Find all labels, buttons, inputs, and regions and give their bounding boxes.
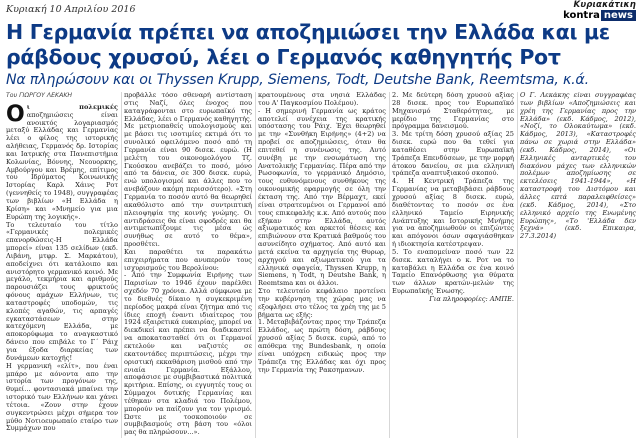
article-subhead: Να πληρώσουν και οι Thyssen Krupp, Siemens, Todt, Deutshe Bank, Reemtsma, κ.ά. xyxy=(6,72,589,88)
paragraph-text: αποζημιώσεις είναι ανοικτός λογαριασμός μεταξύ Ελλάδας και Γερμανίας λέει ο φίλος της ιστορικής αλήθειας, Γερμανός δρ. Ιστορίας και Ιατρικής στα Πανεπιστήμια Κολωνίας, Βόννης, Νεουορκης, Αμβούργου και Βρέμης, επίτιμος του Ιδρύματος Κοινωνικής Ιστορίας Καρλ Χάινς Ροτ (γεννηθείς το 1948), συγγραφέας των βιβλίων «Η Ελλάδα η Κρίση» και «Μνημείο για μια Ευρώπη της λογικής». xyxy=(6,110,118,221)
paragraph: Στο τελευταίο κεφάλαιο προτείνει την κυβέρνηση της χώρας μας να εξοφλήσει στο τέλος τα χρέη της με 5 βήματα ως εξής: xyxy=(258,287,386,319)
author-bio: Ο Γ. Λεκάκης είναι συγγραφέας των βιβλίων «Αποζημιώσεις και χρέη της Γερμανίας προς την Ελλάδα» (εκδ. Κάδμος, 2012), «Νοζί, το Ολοκαύτωμα» (εκδ. Κάδμος, 2013), «Καταστροφές πάνω σε χωριά στην Ελλάδα» (εκδ. Κάδμος, 2014), «Οι Ελληνικές ανταρτικές του διακόνου μάχες των ελληνικών πολέμων αποζημίωσης σε εκτελέσεις 1941-1944», «Η καταστροφή του Διστόμου και άλλες επτά παραλειφθείσες» (εκδ. Κάδμος, 2014), «Στο ελληνικό αρχείο της Ενωμένης Ευρώπης», «Το 'Ελλάδα δεν ξεχνά» (εκδ. Επικαιρα, 27.3.2014) xyxy=(520,92,636,241)
paragraph: Η γερμανική «ελίτ», που έναι μπάρο με αόνοντα απο την ιστορία των προγόνων της, θυμεί... φοντασιακά μπαίνει την ιστορικό των Ελλήνων και χάνει τέτοια. «Ζουν στην έχουν συγκεντρώσει μέχρι σήμερα τον μύθο Νοτιοευρωπαίο εταίρο των Συμμάχων που xyxy=(6,361,118,433)
newspaper-logo xyxy=(516,1,636,21)
logo-top-word: Κυριακάτικη xyxy=(573,0,636,10)
column-divider xyxy=(121,92,122,438)
lead-paragraph xyxy=(6,101,118,222)
paragraph: Με μετριοπαθείς υπολογισμούς και με βάσει τις ισοτιμίες εκτιμά ότι το συνολικό οφειλόμενο ποσό από τη Γερμανία είναι 90 δισεκ. ευρώ. (Η μελέτη του οικονομολόγου Τζ. Γκούσκου ανεβάζει το ποσό, μόνο από τα δάνεια, σε 300 δισεκ. ευρώ, ενώ υπολογισμοί και άλλες που το ανεβάζουν ακόμη περισσότερο). «Στη Γερμανία το ποσόν αυτό θα θεωρηθεί ακαθόλιστο από την συντριπτική πλειοψηφία της κοινής γνώμης. Οι αντιδράσεις θα είναι σφοδρές και θα αντιμετωπίζουμε τις μέσα ώς συνήθως σε αυτό το θέμα», προσθέτει. xyxy=(124,122,252,249)
paragraph: 2. Με δεύτερη δόση χρυσού αξίας 28 δισεκ. προς τον Ευρωπαϊκό Μηχανισμό Σταθερότητας, με μερίδιο της Γερμανίας στο πρόγραμμα δανεισμού. xyxy=(392,92,514,131)
paragraph: προβάλλε τόσο σθεναρή αντίσταση στις Ναζί, όλες ένοχος που καταγράφονται στο ευρωπαϊκό της Ελλάδας, λέει ο Γερμανός καθηγητής. xyxy=(124,92,252,123)
article-headline: Η Γερμανία πρέπει να αποζημιώσει την Ελλάδα και με ράβδους χρυσού, λέει ο Γερμανός καθηγητής Ροτ xyxy=(6,20,610,69)
article-column-3 xyxy=(258,92,386,442)
drop-cap: Ο xyxy=(6,101,25,127)
logo-kontra: kontra xyxy=(563,10,600,21)
column-divider xyxy=(255,92,256,438)
lead-words: ι πολεμικές xyxy=(26,102,118,111)
column-divider xyxy=(517,92,518,438)
article-column-1 xyxy=(6,92,118,442)
paragraph: Και παραθέτει τα παρακάτω επιχειρήματα που ανυπερούν τους ισχυρισμούς του Βερολίνου: xyxy=(124,247,252,272)
article-column-5 xyxy=(520,92,636,442)
paragraph: - Η σημερινή Γερμανία ως κράτος αποτελεί συνέχεια της κρατικής υπόστασης του Ράιχ. Έχει θεωρηθεί με την «Συνθήκη Ειρήνης» (4+2) να προβεί σε αποζημιώσεις, όταν θα επιτεθεί η συνένωσις της. Αυτό συνέβη με την ενσωμάτωση της Ανατολικής Γερμανίας. Πέρα από την Ρωσοφωνία, το γερμανικό Δημόσιο, τους ευθυνόμενους συνθήκους της οικονομικής εφαρμογής σε όλη την έκταση της. Από την Βέρμαχτ, εκεί είναι στρατευμένοι οι Γερμανοί από τους επικεφαλής κ.κ. Από αυτούς που εξήκαν στην Ελλάδα, αυτός αξιωματικός και αρκετοί θέσεις και επιβιώνουν στα Κρατικά βαθμούς του ασυνείδητο σχήματος. Από αυτό και μετά εκείνα τα αρχηγεία της Θυρωρ, αρχηγού και αξιωματικού για τα ελληνικά σφαγεία, Thyssen Krupp, η Siemens, η Todt, η Deutshe Bank, η Reemtsma και οι άλλοι. xyxy=(258,106,386,288)
paragraph: κρατουμένους στα νησιά Ελλάδας του Α' Παγκοσμίου Πολέμου). xyxy=(258,92,386,107)
paragraph: 4. Η Κεντρική Τράπεζα της Γερμανίας να μεταβιβάσει ράβδους χρυσού αξίας 8 δισεκ. ευρώ, διαθέτοντας το ποσόν σε ένα ελληνικό Ταμείο Ειρηνικής Ανάπτυξης και Ιστορικής Μνήμης για να αποζημιωθούν οι επιζώντες και απόγονοι όσων σφαγιάσθηκαν ή ιδιοκτησία κατέστρεψαν. xyxy=(392,177,514,249)
article-column-4 xyxy=(392,92,514,442)
paragraph: 1. Μεταβιβάζοντας προς την Τράπεζα Ελλάδος, ως πρώτη δόση, ράβδους χρυσού αξίας 5 δισεκ. ευρώ, από το απόθεμα της Bundesbank, η οποία είναι υπόχρεη ειδικώς προς την Τράπεζα της Ελλάδας και όχι προς την Γερμανία της Ρακσημανων. xyxy=(258,318,386,374)
byline: Του ΓΙΩΡΓΟΥ ΛΕΚΑΚΗ xyxy=(6,92,73,99)
issue-date: Κυριακή 10 Απριλίου 2016 xyxy=(6,4,136,15)
paragraph: 5. Το εναπομείναν ποσό των 22 δισεκ. καταλήγει ο κ. Ροτ να το καταβάλει η Ελλάδα σε ένα κοινό Ταμείο Επανόρθωσης για θύματα των άλλων κρατών-μελών της Ευρωπαϊκής Ένωσης. xyxy=(392,247,514,296)
article-column-2 xyxy=(124,92,252,442)
paragraph: - Από την Συμφωνία Ειρήνης των Παρισίων το 1946 έχουν παρέλθει σχεδόν 70 χρόνια. Αλλά σύμφωνα με το διεθνές δίκαιο η συγκεκριμένη περίοδος μακρά είναι ζήτημα από τις ίδιες εποχή έναντι ιδιαίτερος του 1924 εξαιρετικά ευκαιρίας, μπορεί να διεκδικεί και πρέπει να διαδικαστεί να αποκατασταθεί ότι οι Γερμανοί εκτελούν και ναζιστές σε εκατοντάδες περιπτώσεις, μέχρι την οριστική εκκαθάριση μισθού από την ενιαία Γερμανία. Εξάλλου, αποφάσισε με συμβιβαστικά πολιτικά κριτήρια. Επίσης, οι εγγυητές τους οι Σύμμαχοι δυτικής Γερμανίας και τέθηκαν στα κλαδιά του Πολέμου, μπορούν να παίζουν για τον γιρισμό. Ώστε με τοσκοποιούν σε συμβιβασμούς στη βάση του «όλοι μας θα πληρώσουν...». xyxy=(124,271,252,437)
paragraph: Το τελευταίο του τίτλο «Γερμανικές πολεμικές επανορθώσεις-Η Ελλάδα μπορεί» είναι 135 σελίδων (εκδ. Λιβάνη, μτφρ. Σ. Μαρκάτου), αποδείχνει ότι κατάλοιπο και ανιστόρητο γερμανικό κοινό. Με μεγάλο, τεκμήρια και αριθμούς παρουσιάζει τους φρικτούς φόνους αμάχων Ελλήνων, τις καταστροφές υποδομών, τις κλοπές αγαθών, τις αρπαγές εγκαταστάσεων στην κατεχόμενη Ελλάδα, με αποκορύφωμα το αναγκαστικό δάνειο που επιβάλε το Γ΄ Ράιχ για έξοδα διαρκείας των δυνάμεων κατοχής! xyxy=(6,220,118,362)
column-divider xyxy=(389,92,390,438)
paragraph: 3. Με τρίτη δόση χρυσού αξίας 25 δισεκ. ευρώ που θα τεθεί για καταθέσει στην Ευρωπαϊκή Τράπεζα Επενδύσεων, με την μορφή άτοκου δανείου, σε μια ελληνική τράπεζα αναπτυξιακού σκοπού. xyxy=(392,130,514,178)
source-note: Για πληροφορίες: ΑΜΠΕ. xyxy=(429,294,514,303)
logo-news: news xyxy=(601,10,636,21)
